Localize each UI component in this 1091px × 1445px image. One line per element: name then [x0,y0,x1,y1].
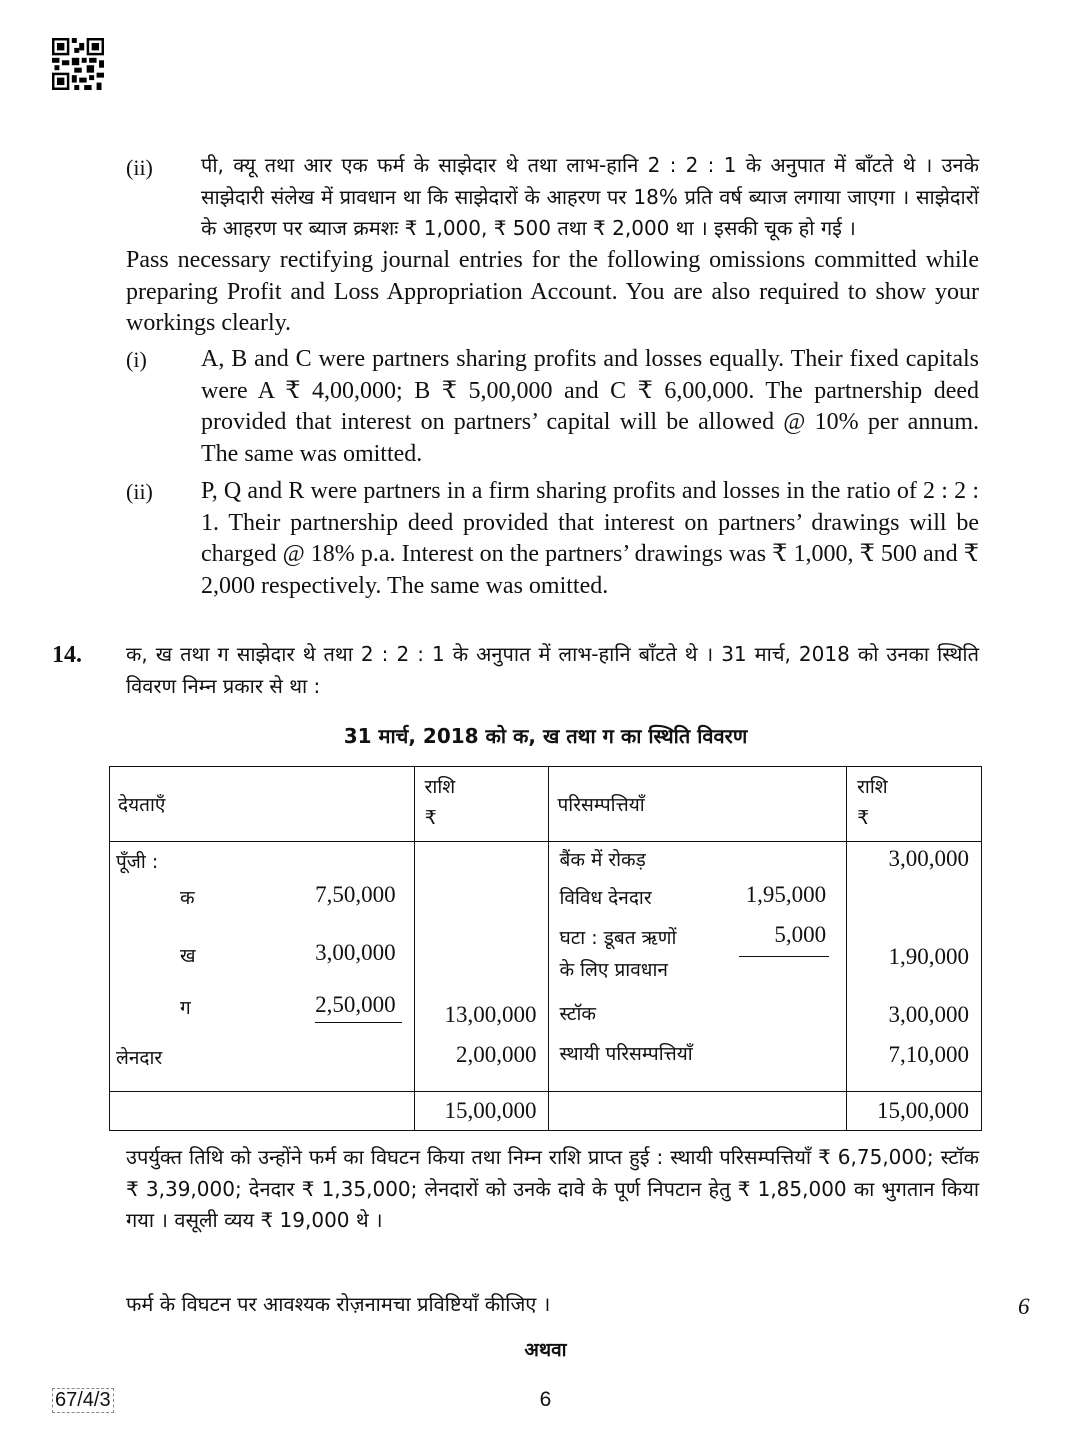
creditors-amount: 2,00,000 [455,1042,537,1067]
fixed-assets-label: स्थायी परिसम्पत्तियाँ [559,1043,693,1065]
partner-capital: 3,00,000 [315,940,396,965]
table-title: 31 मार्च, 2018 को क, ख तथा ग का स्थिति विवरण [343,724,748,748]
fixed-assets-amount: 7,10,000 [888,1042,969,1067]
liabilities-total: 15,00,000 [444,1098,537,1123]
debtors-label: विविध देनदार [559,887,652,909]
partner-capital: 2,50,000 [315,992,402,1023]
question-intro: क, ख तथा ग साझेदार थे तथा 2 : 2 : 1 के अनुपात में लाभ-हानि बाँटते थे । 31 मार्च, 2018 को उनका स्थिति विवरण निम्न प्रकार से था : [126,642,979,698]
header-amount: राशि [857,776,888,798]
provision-label: घटा : डूबत ऋणों [559,927,677,949]
debtors-gross: 1,95,000 [745,882,827,907]
partner-name: ख [180,945,196,967]
stock-label: स्टॉक [559,1003,596,1025]
capital-total: 13,00,000 [444,1002,537,1027]
qr-code-icon [52,38,104,90]
header-liabilities: देयताएँ [118,794,166,816]
page-number: 6 [539,1388,552,1411]
journal-instruction: फर्म के विघटन पर आवश्यक रोज़नामचा प्रविष्टियाँ कीजिए । [126,1292,551,1316]
header-amount-unit: ₹ [857,807,870,829]
header-amount-unit: ₹ [424,807,437,829]
creditors-label: लेनदार [116,1047,163,1069]
or-separator: अथवा [524,1339,567,1361]
table-header-row [110,767,982,842]
header-amount: राशि [424,776,456,798]
assets-total: 15,00,000 [877,1098,969,1123]
subtotal-rule [739,956,829,957]
paper-code: 67/4/3 [52,1388,114,1413]
hindi-part-ii-text: पी, क्यू तथा आर एक फर्म के साझेदार थे तथा लाभ-हानि 2 : 2 : 1 के अनुपात में बाँटते थे । उनके साझेदारी संलेख में प्रावधान था कि साझेदारों के आहरण पर 18% प्रति वर्ष ब्याज लगाया जाएगा । साझेदारों के आहरण पर ब्याज क्रमशः ₹ 1,000, ₹ 500 तथा ₹ 2,000 था । इसकी चूक हो गई । [201,153,979,240]
partner-name: ग [180,997,191,1019]
table-body-row [110,842,982,1092]
cash-label: बैंक में रोकड़ [559,849,646,871]
question-number: 14. [52,642,82,668]
header-assets: परिसम्पत्तियाँ [557,794,645,816]
english-instruction: Pass necessary rectifying journal entries for the following omissions committed while preparing Profit and Loss Appropriation Account. You are also required to show your workings clearly. [126,247,979,336]
table-total-row [110,1092,982,1131]
capital-label: पूँजी : [116,851,159,873]
marks: 6 [1018,1294,1030,1319]
part-label: (ii) [126,155,153,180]
english-part-i-text: A, B and C were partners sharing profits and losses equally. Their fixed capitals were A ₹ 4,00,000; B ₹ 5,00,000 and C ₹ 6,00,000. The partnership deed provided that interest on partners’ capital will be allowed @ 10% per annum. The same was omitted. [201,346,979,467]
balance-sheet-table [109,766,982,1131]
stock-amount: 3,00,000 [888,1002,969,1027]
part-label: (ii) [126,479,153,504]
part-label: (i) [126,347,147,372]
partner-name: क [180,887,195,909]
provision-label: के लिए प्रावधान [559,959,668,981]
partner-capital: 7,50,000 [315,882,396,907]
cash-amount: 3,00,000 [888,846,969,871]
dissolution-details: उपर्युक्त तिथि को उन्होंने फर्म का विघटन किया तथा निम्न राशि प्राप्त हुई : स्थायी परिसम्पत्तियाँ ₹ 6,75,000; स्टॉक ₹ 3,39,000; देनदार ₹ 1,35,000; लेनदारों को उनके दावे के पूर्ण निपटान हेतु ₹ 1,85,000 का भुगतान किया गया । वसूली व्यय ₹ 19,000 थे । [126,1145,979,1232]
english-part-ii-text: P, Q and R were partners in a firm sharing profits and losses in the ratio of 2 : 2 : 1. Their partnership deed provided that interest on partners’ drawings will be charged @ 18% p.a. Interest on the partners’ drawings was ₹ 1,000, ₹ 500 and ₹ 2,000 respectively. The same was omitted. [201,478,979,599]
debtors-net: 1,90,000 [888,944,969,969]
provision-amount: 5,000 [774,922,827,947]
